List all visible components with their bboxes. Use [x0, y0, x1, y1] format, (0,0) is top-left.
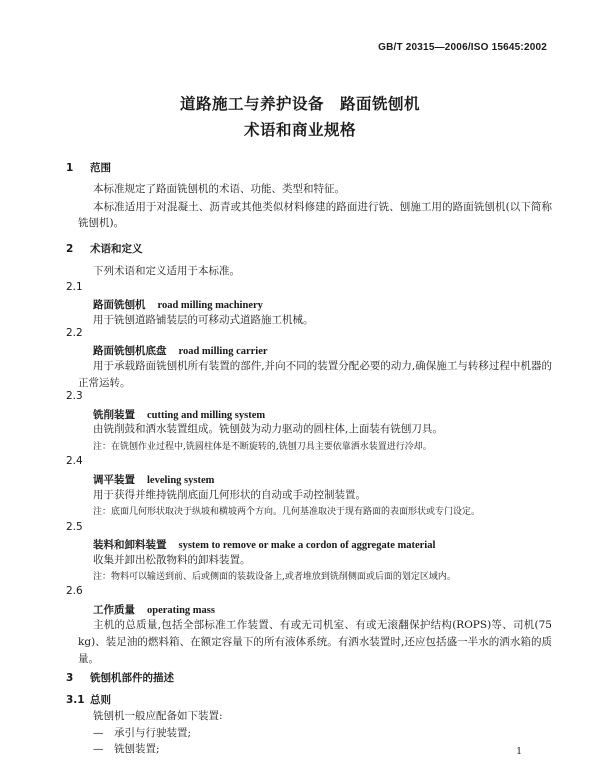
term-en: leveling system [147, 475, 215, 486]
section-number: 3 [66, 672, 74, 684]
term-zh: 铣削装置 [93, 409, 135, 421]
section-3-intro: 铣刨机一般应配备如下装置: [93, 710, 223, 722]
section-1-heading [66, 160, 111, 175]
term-en: cutting and milling system [147, 410, 266, 421]
clause-number: 2.6 [66, 585, 83, 597]
page-number: 1 [516, 747, 522, 757]
clause-number: 2.1 [66, 281, 83, 293]
section-2-intro: 下列术语和定义适用于本标准。 [93, 265, 240, 277]
term-definition: 收集并卸出松散物料的卸料装置。 [93, 554, 251, 566]
term-definition: 用于承载路面铣刨机所有装置的部件,并向不同的装置分配必要的动力,确保施工与转移过程中机器的正常运转。 [78, 360, 552, 389]
term-definition: 用于铣刨道路铺装层的可移动式道路施工机械。 [93, 314, 314, 326]
term-en: operating mass [147, 605, 215, 616]
term-note: 注：物料可以输送到前、后或侧面的装载设备上,或者堆放到铣削侧面或后面的划定区域内。 [93, 572, 456, 582]
term-en: road milling machinery [157, 300, 263, 311]
term-heading [93, 343, 268, 358]
section-title: 术语和定义 [90, 243, 143, 255]
section-1-paragraph-2: 本标准适用于对混凝土、沥青或其他类似材料修建的路面进行铣、刨施工用的路面铣刨机(以下简称铣刨机)。 [78, 201, 552, 229]
list-item: — 铣刨装置; [93, 743, 160, 755]
clause-number: 2.4 [66, 455, 83, 467]
term-heading [93, 297, 263, 312]
title-line-1: 道路施工与养护设备 路面铣刨机 [179, 95, 420, 113]
clause-number: 2.2 [66, 327, 83, 339]
list-item: — 承引与行驶装置; [93, 727, 192, 739]
term-heading [93, 537, 435, 552]
term-en: road milling carrier [178, 346, 268, 357]
subsection-3-1-heading [66, 692, 111, 707]
section-2-heading [66, 241, 143, 256]
subsection-number: 3.1 [66, 694, 85, 706]
standard-number: GB/T 20315—2006/ISO 15645:2002 [378, 42, 547, 53]
subsection-title: 总则 [90, 694, 111, 706]
term-zh: 装料和卸料装置 [93, 539, 167, 551]
term-definition: 主机的总质量,包括全部标准工作装置、有或无司机室、有或无滚翻保护结构(ROPS)等、司机(75 kg)、装足油的燃料箱、在额定容量下的所有液体系统。有洒水装置时,还应包括盛一半水的洒水箱的质量。 [78, 619, 552, 665]
term-definition: 用于获得并维持铣削底面几何形状的自动或手动控制装置。 [93, 489, 366, 501]
term-zh: 路面铣刨机底盘 [93, 345, 167, 357]
term-en: system to remove or make a cordon of aggregate material [178, 540, 436, 551]
section-1-paragraph-1: 本标准规定了路面铣刨机的术语、功能、类型和特征。 [93, 183, 345, 195]
term-heading [93, 602, 215, 617]
term-note: 注：底面几何形状取决于纵坡和横坡两个方向。几何基准取决于现有路面的表面形状或专门设定。 [93, 507, 481, 517]
term-zh: 调平装置 [93, 474, 135, 486]
term-heading [93, 472, 214, 487]
section-title: 铣刨机部件的描述 [90, 672, 174, 684]
section-title: 范围 [90, 162, 111, 174]
title-line-2: 术语和商业规格 [243, 121, 356, 139]
clause-number: 2.5 [66, 521, 83, 533]
term-zh: 路面铣刨机 [93, 299, 146, 311]
section-number: 2 [66, 243, 74, 255]
term-definition: 由铣削鼓和洒水装置组成。铣刨鼓为动力驱动的圆柱体,上面装有铣刨刀具。 [93, 423, 443, 435]
clause-number: 2.3 [66, 390, 83, 402]
section-3-heading [66, 670, 174, 685]
section-number: 1 [66, 162, 74, 174]
term-zh: 工作质量 [93, 604, 135, 616]
term-heading [93, 407, 265, 422]
term-note: 注：在铣刨作业过程中,铣圆柱体是不断旋转的,铣刨刀具主要依靠洒水装置进行冷却。 [93, 442, 432, 452]
